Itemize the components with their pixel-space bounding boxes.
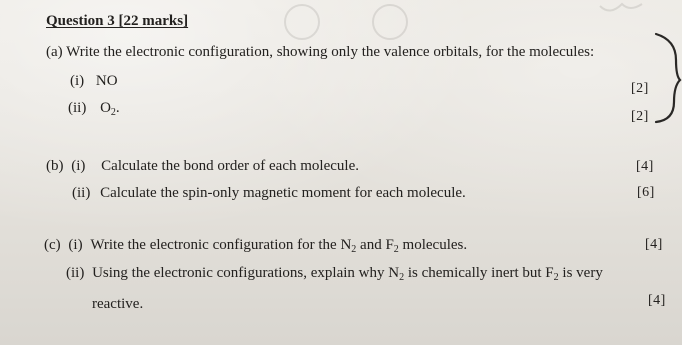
part-a-stem [46,45,594,60]
part-c-ii-label: (ii) [66,265,85,281]
part-c-ii-text-start: Using the electronic configurations, explain why N [92,265,400,281]
part-c-i-sub-1: 2 [351,244,357,255]
part-a-ii-text: O [100,100,111,116]
part-b-i [46,159,359,174]
part-c-ii-text-end: is very [558,265,603,281]
part-c-i-marks: [4] [645,237,663,252]
part-b-i-text: Calculate the bond order of each molecule. [101,158,359,174]
part-a-i-text: NO [95,73,118,89]
part-c-i [44,238,467,253]
part-a-text: Write the electronic configuration, showing only the valence orbitals, for the molecules: [66,44,595,60]
part-c-ii-text-mid: is chemically inert but F [404,265,554,281]
part-c-ii-sub-1: 2 [399,272,405,283]
part-c-i-label: (i) [68,237,83,253]
part-a-ii-subscript: 2 [110,107,116,118]
part-a-label: (a) [46,44,63,60]
handwritten-brace-mark [652,30,682,125]
part-c-i-text-mid: and F [356,237,394,253]
part-a-ii-suffix: . [115,100,120,116]
part-c-ii-sub-2: 2 [553,272,559,283]
part-a-ii-label: (ii) [68,100,87,116]
part-b-label: (b) [46,158,64,174]
part-b-ii-marks: [6] [637,185,655,200]
part-c-i-text-start: Write the electronic configuration for the N [90,237,352,253]
part-b-i-label: (i) [71,158,86,174]
part-a-ii [68,101,120,116]
part-b-i-marks: [4] [636,159,654,174]
part-a-i [70,74,118,89]
part-a-i-label: (i) [70,73,85,89]
part-a-ii-marks: [2] [631,109,649,124]
part-b-ii-text: Calculate the spin-only magnetic moment for each molecule. [100,185,466,201]
question-title: Question 3 [22 marks] [46,13,189,29]
part-c-i-text-end: molecules. [398,237,468,253]
part-c-ii-marks: [4] [648,293,666,308]
part-b-ii-label: (ii) [72,185,91,201]
part-a-i-marks: [2] [631,81,649,96]
part-c-ii-line-1 [66,266,603,281]
part-c-ii-line-2: reactive. [92,296,144,312]
part-c-label: (c) [44,237,61,253]
part-c-i-sub-2: 2 [393,244,399,255]
part-b-ii [72,186,466,201]
